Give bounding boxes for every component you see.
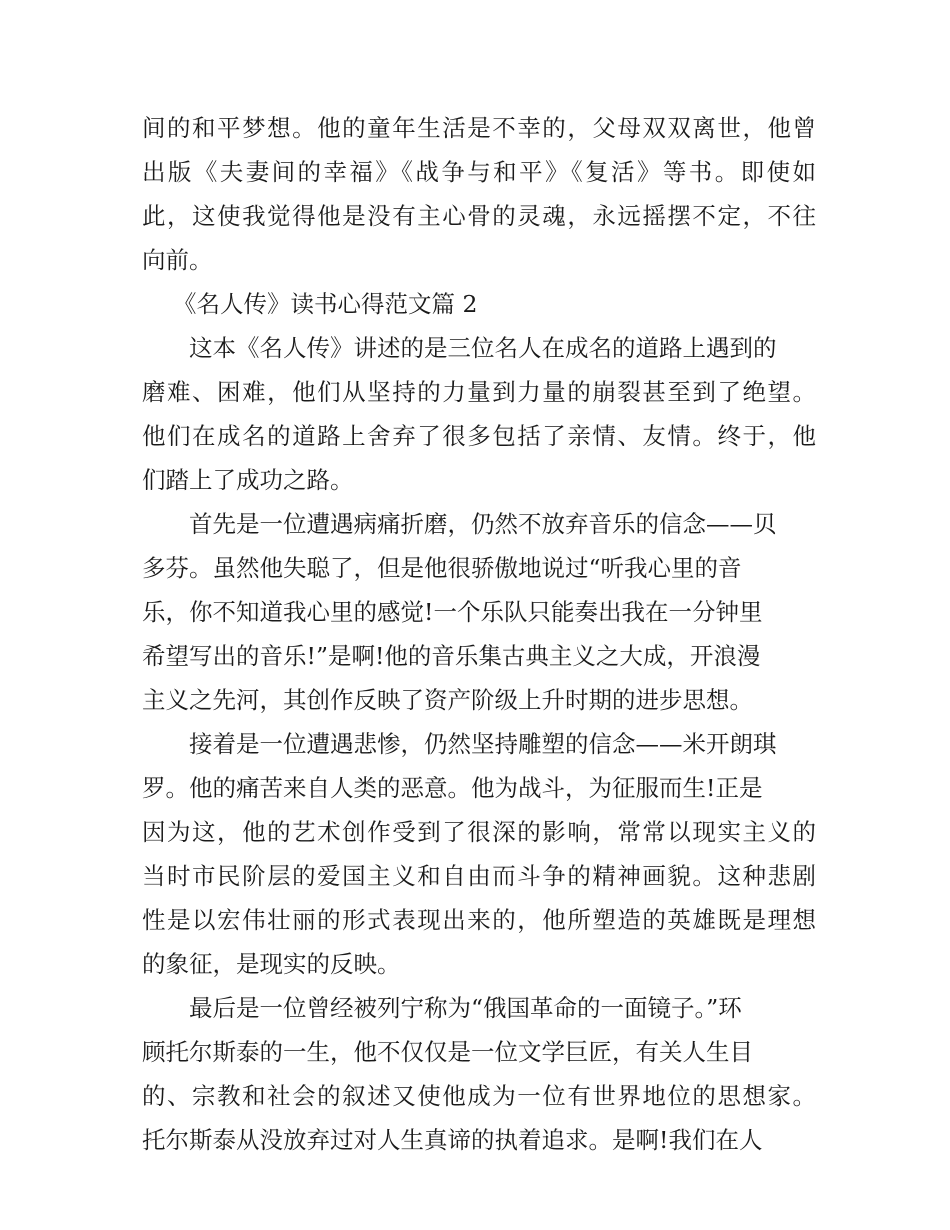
text-line: 顾托尔斯泰的一生，他不仅仅是一位文学巨匠，有关人生目: [142, 1038, 753, 1066]
text-line: 当时市民阶层的爱国主义和自由而斗争的精神画貌。这种悲剧: [142, 862, 816, 890]
text-line: 托尔斯泰从没放弃过对人生真谛的执着追求。是啊!我们在人: [142, 1126, 763, 1154]
text-line: 乐，你不知道我心里的感觉!一个乐队只能奏出我在一分钟里: [142, 598, 763, 626]
text-line: 向前。: [142, 246, 213, 274]
text-line: 间的和平梦想。他的童年生活是不幸的，父母双双离世，他曾: [142, 114, 816, 142]
document-body: [142, 106, 816, 1162]
text-line: 希望写出的音乐!”是啊!他的音乐集古典主义之大成，开浪漫: [142, 642, 761, 670]
text-line: 的、宗教和社会的叙述又使他成为一位有世界地位的思想家。: [142, 1082, 816, 1110]
text-line: 多芬。虽然他失聪了，但是他很骄傲地说过“听我心里的音: [142, 554, 742, 582]
text-line: 接着是一位遭遇悲惨，仍然坚持雕塑的信念——米开朗琪: [189, 730, 777, 758]
text-line: 们踏上了成功之路。: [142, 466, 354, 494]
text-line: 的象征，是现实的反映。: [142, 950, 401, 978]
text-line: 磨难、困难，他们从坚持的力量到力量的崩裂甚至到了绝望。: [142, 378, 816, 406]
section-heading: 《名人传》读书心得范文篇 2: [173, 290, 478, 318]
text-line: 因为这，他的艺术创作受到了很深的影响，常常以现实主义的: [142, 818, 816, 846]
text-line: 这本《名人传》讲述的是三位名人在成名的道路上遇到的: [189, 334, 777, 362]
text-line: 他们在成名的道路上舍弃了很多包括了亲情、友情。终于，他: [142, 422, 816, 450]
text-line: 性是以宏伟壮丽的形式表现出来的，他所塑造的英雄既是理想: [142, 906, 816, 934]
text-line: 出版《夫妻间的幸福》《战争与和平》《复活》等书。即使如: [142, 158, 816, 186]
text-line: 此，这使我觉得他是没有主心骨的灵魂，永远摇摆不定，不往: [142, 202, 816, 230]
text-line: 罗。他的痛苦来自人类的恶意。他为战斗，为征服而生!正是: [142, 774, 763, 802]
text-line: 最后是一位曾经被列宁称为“俄国革命的一面镜子。”环: [189, 994, 742, 1022]
text-line: 首先是一位遭遇病痛折磨，仍然不放弃音乐的信念——贝: [189, 510, 777, 538]
text-line: 主义之先河，其创作反映了资产阶级上升时期的进步思想。: [142, 686, 753, 714]
